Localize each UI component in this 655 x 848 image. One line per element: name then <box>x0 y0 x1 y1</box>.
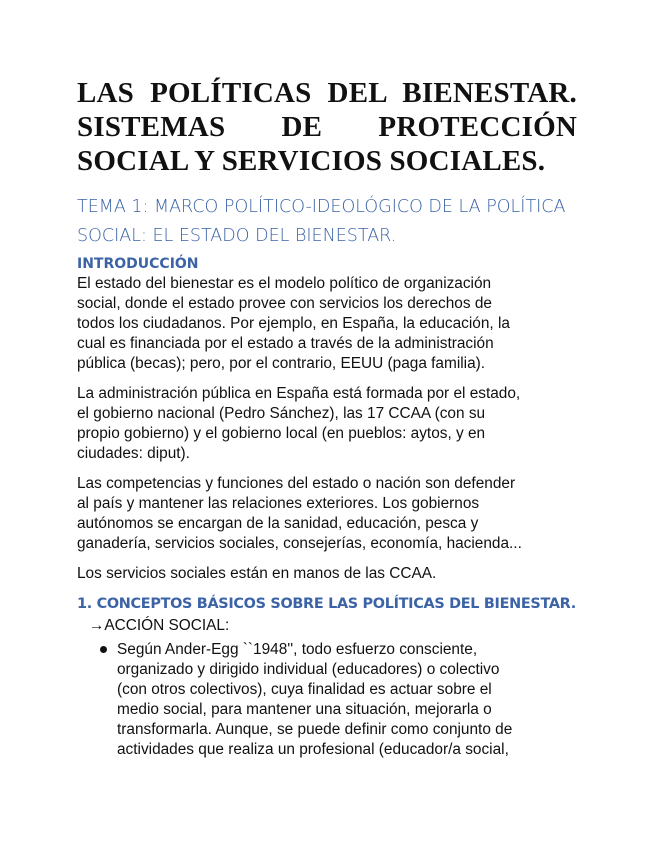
text-line: La administración pública en España está formada por el estado, <box>77 385 521 402</box>
paragraph <box>77 274 577 374</box>
text-line: cual es financiada por el estado a través de la administración <box>77 335 494 352</box>
text-line: El estado del bienestar es el modelo político de organización <box>77 275 492 292</box>
text-line: organizado y dirigido individual (educadores) o colectivo <box>117 661 500 678</box>
bullet-icon <box>100 646 107 653</box>
text-line: actividades que realiza un profesional (educador/a social, <box>117 741 509 758</box>
title-line: SISTEMAS DE PROTECCIÓN <box>77 111 577 143</box>
bullet-list <box>77 640 577 760</box>
text-line: el gobierno nacional (Pedro Sánchez), las 17 CCAA (con su <box>77 405 486 422</box>
title-line: LAS POLÍTICAS DEL BIENESTAR. <box>77 77 577 109</box>
intro-heading: INTRODUCCIÓN <box>77 256 199 272</box>
chapter-heading-line: TEMA 1: MARCO POLÍTICO-IDEOLÓGICO DE LA POLÍTICA <box>77 197 566 217</box>
paragraph <box>77 474 577 554</box>
text-line: autónomos se encargan de la sanidad, educación, pesca y <box>77 515 479 532</box>
document-page <box>77 76 577 760</box>
chapter-heading-line: SOCIAL: EL ESTADO DEL BIENESTAR. <box>77 226 397 246</box>
text-line: al país y mantener las relaciones exteriores. Los gobiernos <box>77 495 480 512</box>
paragraph <box>77 564 577 584</box>
text-line: (con otros colectivos), cuya finalidad es actuar sobre el <box>117 681 492 698</box>
sub-heading: →ACCIÓN SOCIAL: <box>89 617 230 634</box>
text-line: Las competencias y funciones del estado o nación son defender <box>77 475 516 492</box>
text-line: ganadería, servicios sociales, consejerías, economía, hacienda... <box>77 535 522 552</box>
document-title <box>77 76 577 178</box>
text-line: social, donde el estado provee con servicios los derechos de <box>77 295 492 312</box>
text-line: medio social, para mantener una situación, mejorarla o <box>117 701 492 718</box>
text-line: Según Ander-Egg ``1948'', todo esfuerzo consciente, <box>117 641 478 658</box>
text-line: Los servicios sociales están en manos de las CCAA. <box>77 565 437 582</box>
text-line: todos los ciudadanos. Por ejemplo, en España, la educación, la <box>77 315 510 332</box>
text-line: propio gobierno) y el gobierno local (en pueblos: aytos, y en <box>77 425 486 442</box>
chapter-heading <box>77 193 577 251</box>
text-line: ciudades: diput). <box>77 445 190 462</box>
list-item <box>117 640 577 760</box>
text-line: pública (becas); pero, por el contrario, EEUU (paga familia). <box>77 355 486 372</box>
title-line: SOCIAL Y SERVICIOS SOCIALES. <box>77 145 546 177</box>
paragraph <box>77 384 577 464</box>
text-line: transformarla. Aunque, se puede definir como conjunto de <box>117 721 513 738</box>
section-heading: 1. CONCEPTOS BÁSICOS SOBRE LAS POLÍTICAS DEL BIENESTAR. <box>77 596 576 612</box>
